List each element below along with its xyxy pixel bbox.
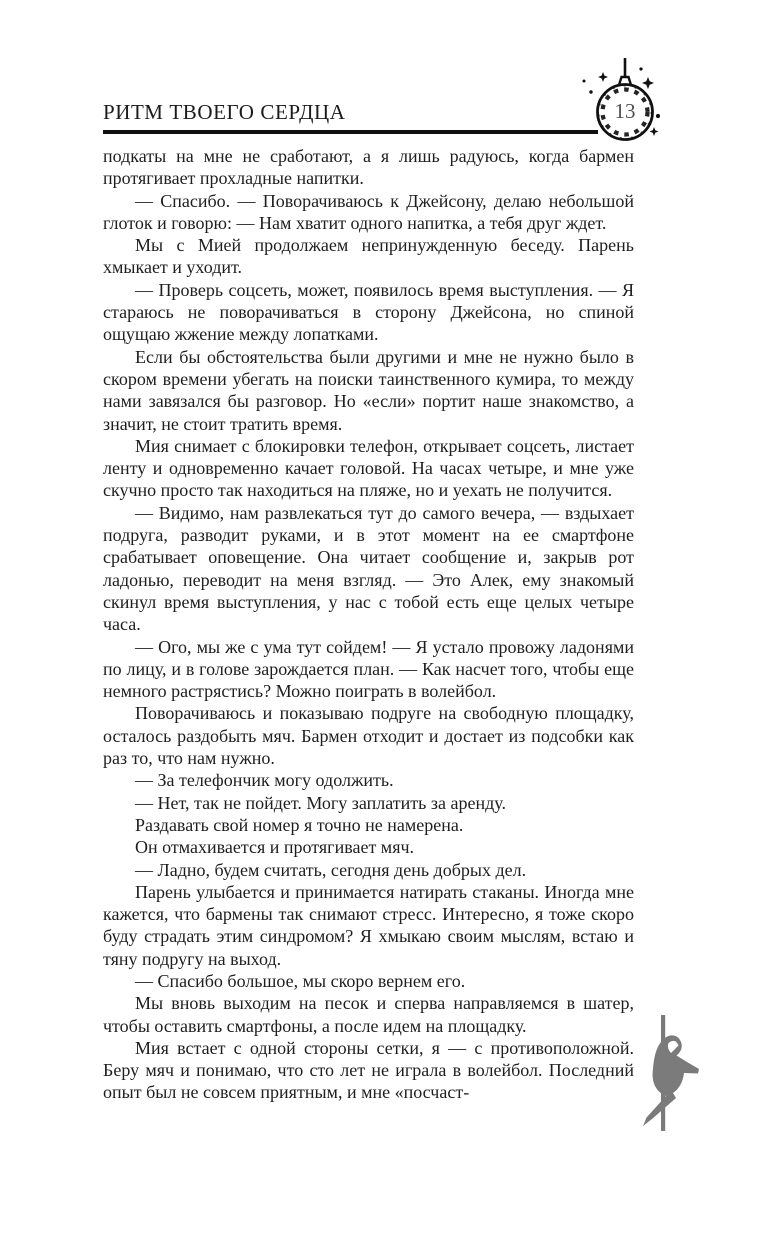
paragraph: — Спасибо большое, мы скоро вернем его. <box>135 970 466 991</box>
paragraph: — Проверь соцсеть, может, появилось время выступления. — Я стараюсь не поворачиваться в сторону Джейсона, но спиной ощущаю жжение между лопатками. <box>103 279 634 345</box>
paragraph: Парень улыбается и принимается натирать стаканы. Иногда мне кажется, что бармены так снимают стресс. Интересно, я тоже скоро буду страдать этим синдромом? Я хмыкаю своим мыслям, встаю и тяну подругу на выход. <box>103 881 634 969</box>
paragraph: Мы вновь выходим на песок и сперва направляемся в шатер, чтобы оставить смартфоны, а после идем на площадку. <box>103 993 634 1036</box>
paragraph: — Ого, мы же с ума тут сойдем! — Я устало провожу ладонями по лицу, и в голове зарождается план. — Как насчет того, чтобы еще немного растрястись? Можно поиграть в волейбол. <box>103 636 634 702</box>
paragraph: — За телефончик могу одолжить. <box>135 770 394 791</box>
paragraph: — Ладно, будем считать, сегодня день добрых дел. <box>135 859 527 880</box>
paragraph: — Спасибо. — Поворачиваюсь к Джейсону, делаю небольшой глоток и говорю: — Нам хватит одного напитка, а тебя друг ждет. <box>103 190 634 233</box>
paragraph: Если бы обстоятельства были другими и мне не нужно было в скором времени убегать на поиски таинственного кумира, то между нами завязался бы разговор. Но «если» портит наше знакомство, а значит, не стоит тратить время. <box>103 346 634 434</box>
paragraph: — Нет, так не пойдет. Могу заплатить за аренду. <box>135 792 506 813</box>
margin-decoration <box>640 1012 702 1134</box>
running-head-title: РИТМ ТВОЕГО СЕРДЦА <box>103 100 346 124</box>
header-rule <box>103 130 598 134</box>
paragraph: — Видимо, нам развлекаться тут до самого вечера, — вздыхает подруга, разводит руками, и в этот момент на ее смартфоне срабатывает оповещение. Она читает сообщение и, закрыв рот ладонью, переводит на меня взгляд. — Это Алек, ему знакомый скинул время выступления, у нас с тобой есть еще целых четыре часа. <box>103 502 634 635</box>
body-text <box>103 145 634 1104</box>
pole-dancer-icon <box>640 1012 702 1134</box>
paragraph: Мия встает с одной стороны сетки, я — с противоположной. Беру мяч и понимаю, что сто лет не играла в волейбол. Последний опыт был не совсем приятным, и мне «посчаст- <box>103 1037 634 1103</box>
paragraph: подкаты на мне не сработают, а я лишь радуюсь, когда бармен протягивает прохладные напитки. <box>103 146 634 189</box>
paragraph: Раздавать свой номер я точно не намерена. <box>135 814 464 835</box>
paragraph: Мия снимает с блокировки телефон, открывает соцсеть, листает ленту и одновременно качает головой. На часах четыре, и мне уже скучно просто так находиться на пляже, но и уехать не получится. <box>103 435 634 501</box>
paragraph: Поворачиваюсь и показываю подруге на свободную площадку, осталось раздобыть мяч. Бармен отходит и достает из подсобки как раз то, что нам нужно. <box>103 703 634 769</box>
paragraph: Мы с Мией продолжаем непринужденную беседу. Парень хмыкает и уходит. <box>103 235 634 278</box>
page-number-ornament <box>578 50 678 150</box>
page-number: 13 <box>614 99 636 123</box>
paragraph: Он отмахивается и протягивает мяч. <box>135 837 415 858</box>
